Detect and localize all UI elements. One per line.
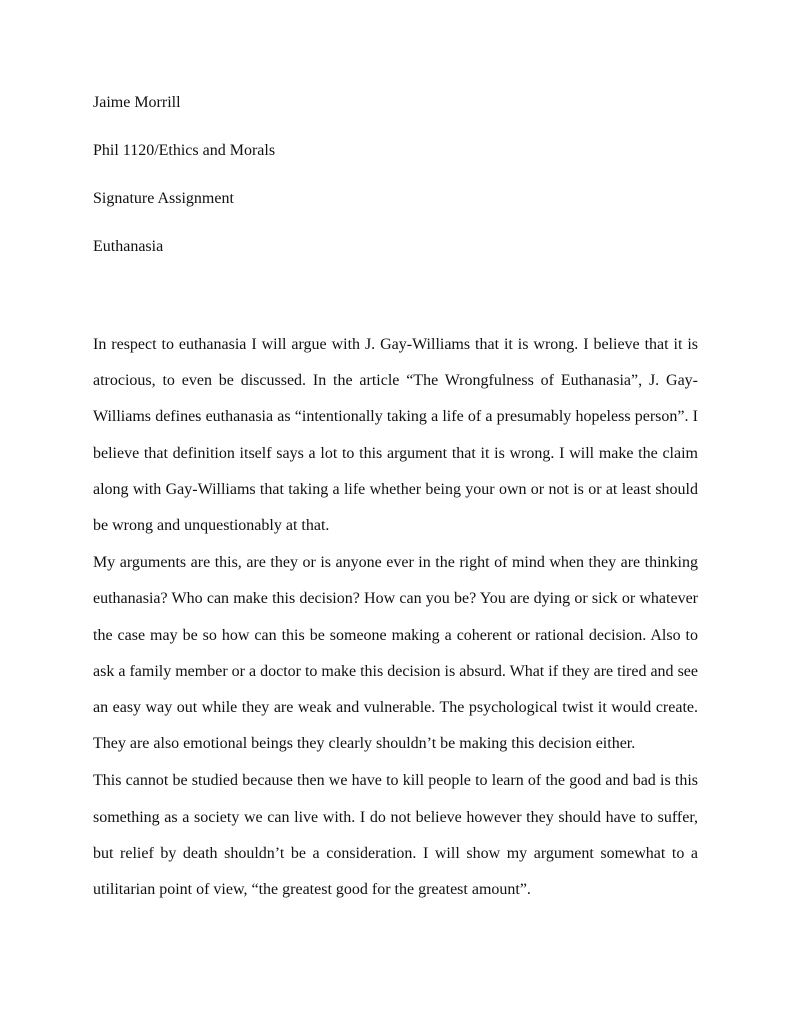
- author-name: Jaime Morrill: [93, 94, 181, 111]
- paragraph-3: This cannot be studied because then we have to kill people to learn of the good and bad is this something as a society we can live with. I do not believe however they should have to suffer, but relief by death shouldn’t be a consideration. I will show my argument somewhat to a utilitarian point of view, “the greatest good for the greatest amount”.: [93, 772, 698, 899]
- paragraph-2: My arguments are this, are they or is anyone ever in the right of mind when they are thinking euthanasia? Who can make this decision? How can you be? You are dying or sick or whatever the case may be so how can this be someone making a coherent or rational decision. Also to ask a family member or a doctor to make this decision is absurd. What if they are tired and see an easy way out while they are weak and vulnerable. The psychological twist it would create. They are also emotional beings they clearly shouldn’t be making this decision either.: [93, 554, 698, 753]
- course-title: Phil 1120/Ethics and Morals: [93, 142, 276, 159]
- topic-title: Euthanasia: [93, 238, 164, 255]
- assignment-title: Signature Assignment: [93, 190, 234, 207]
- paragraph-1: In respect to euthanasia I will argue with J. Gay-Williams that it is wrong. I believe that it is atrocious, to even be discussed. In the article “The Wrongfulness of Euthanasia”, J. Gay-Williams defines euthanasia as “intentionally taking a life of a presumably hopeless person”. I believe that definition itself says a lot to this argument that it is wrong. I will make the claim along with Gay-Williams that taking a life whether being your own or not is or at least should be wrong and unquestionably at that.: [93, 336, 698, 535]
- essay-body: [93, 327, 698, 909]
